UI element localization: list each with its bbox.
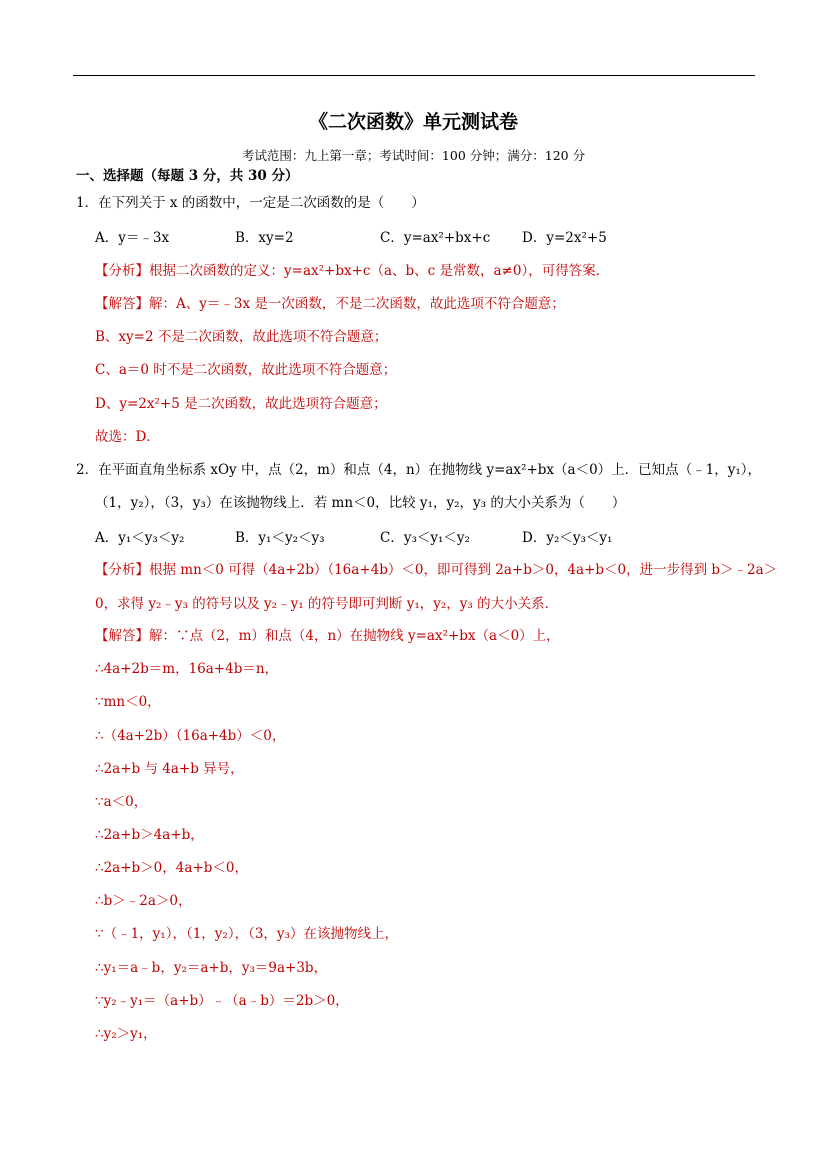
q1-analysis: 【分析】根据二次函数的定义：y=ax²+bx+c（a、b、c 是常数，a≠0），可得答案． (95, 263, 610, 279)
q2-stem: 2．在平面直角坐标系 xOy 中，点（2，m）和点（4，n）在抛物线 y=ax²+bx（a＜0）上．已知点（﹣1，y₁）， (76, 462, 762, 478)
q1-answer: 故选：D． (95, 429, 160, 445)
q2-solution-line: 【解答】解：∵点（2，m）和点（4，n）在抛物线 y=ax²+bx（a＜0）上， (95, 628, 560, 644)
exam-info: 考试范围：九上第一章；考试时间：100 分钟；满分：120 分 (241, 148, 586, 163)
q2-stem: （1，y₂），（3，y₃）在该抛物线上．若 mn＜0，比较 y₁，y₂，y₃ 的大小关系为（ ） (95, 495, 626, 511)
q2-solution-line: ∴4a+2b＝m，16a+4b＝n， (95, 661, 279, 677)
q1-option-d: D．y=2x²+5 (522, 230, 607, 246)
q1-option-a: A．y＝﹣3x (95, 230, 170, 246)
q2-solution-line: ∴2a+b＞0，4a+b＜0， (95, 860, 248, 876)
q2-solution-line: ∴y₁＝a﹣b，y₂＝a+b，y₃＝9a+3b， (95, 960, 328, 976)
q2-option-b: B．y₁＜y₂＜y₃ (235, 530, 325, 546)
header-rule (73, 75, 755, 76)
q2-option-c: C．y₃＜y₁＜y₂ (380, 530, 470, 546)
q2-solution-line: ∴2a+b＞4a+b， (95, 827, 204, 843)
q2-solution-line: ∴b＞﹣2a＞0， (95, 893, 192, 909)
q1-solution-line: B、xy=2 不是二次函数，故此选项不符合题意； (95, 329, 388, 345)
q2-analysis: 【分析】根据 mn＜0 可得（4a+2b）（16a+4b）＜0，即可得到 2a+b＞0，4a+b＜0，进一步得到 b＞﹣2a＞ (95, 562, 778, 578)
q1-option-b: B．xy=2 (235, 230, 294, 246)
q2-option-a: A．y₁＜y₃＜y₂ (95, 530, 185, 546)
q1-solution-line: 【解答】解：A、y＝﹣3x 是一次函数，不是二次函数，故此选项不符合题意； (95, 296, 565, 312)
section-heading: 一、选择题（每题 3 分，共 30 分） (76, 168, 299, 184)
q1-option-c: C．y=ax²+bx+c (380, 230, 491, 246)
q1-solution-line: C、a＝0 时不是二次函数，故此选项不符合题意； (95, 362, 397, 378)
q1-stem: 1．在下列关于 x 的函数中，一定是二次函数的是（ ） (76, 195, 425, 211)
q2-option-d: D．y₂＜y₃＜y₁ (522, 530, 613, 546)
q2-solution-line: ∴2a+b 与 4a+b 异号， (95, 761, 244, 777)
q1-solution-line: D、y=2x²+5 是二次函数，故此选项符合题意； (95, 396, 387, 412)
q2-solution-line: ∵（﹣1，y₁），（1，y₂），（3，y₃）在该抛物线上， (95, 926, 398, 942)
page-title: 《二次函数》单元测试卷 (308, 111, 518, 133)
q2-solution-line: ∴y₂＞y₁， (95, 1026, 157, 1042)
q2-solution-line: ∵mn＜0， (95, 694, 161, 710)
q2-solution-line: ∵a＜0， (95, 794, 148, 810)
q2-solution-line: ∴（4a+2b）（16a+4b）＜0， (95, 728, 286, 744)
q2-analysis: 0，求得 y₂﹣y₃ 的符号以及 y₂﹣y₁ 的符号即可判断 y₁，y₂，y₃ 的大小关系． (95, 596, 559, 612)
q2-solution-line: ∵y₂﹣y₁＝（a+b）﹣（a﹣b）＝2b＞0， (95, 993, 349, 1009)
